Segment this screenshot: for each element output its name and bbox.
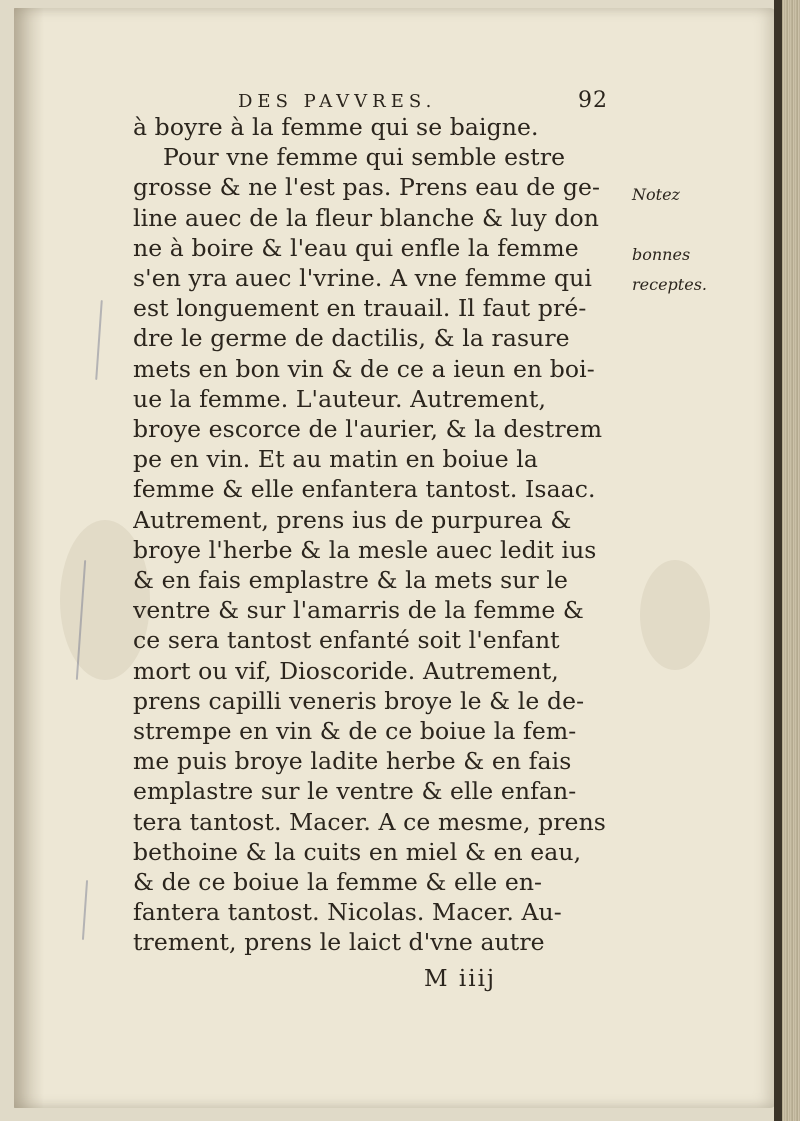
text-line: à boyre à la femme qui se baigne. <box>133 113 539 141</box>
text-line: ue la femme. L'auteur. Autrement, <box>133 384 547 413</box>
text-line: & en fais emplastre & la mets sur le <box>133 566 568 595</box>
text-line: femme & elle enfantera tantost. Isaac. <box>133 475 596 504</box>
running-header <box>238 88 608 113</box>
text-line: prens capilli veneris broye le & le de- <box>133 686 585 715</box>
text-line: bethoine & la cuits en miel & en eau, <box>133 837 582 866</box>
text-line: Autrement, prens ius de purpurea & <box>133 505 572 534</box>
text-line: mets en bon vin & de ce a ieun en boi- <box>133 354 595 383</box>
text-line: ce sera tantost enfanté soit l'enfant <box>133 626 560 655</box>
text-line: s'en yra auec l'vrine. A vne femme qui <box>133 264 592 293</box>
text-line: grosse & ne l'est pas. Prens eau de ge- <box>133 173 601 202</box>
margin-note-line: bonnes <box>632 245 691 264</box>
text-line: broye escorce de l'aurier, & la destrem <box>133 415 603 444</box>
page-gutter <box>14 8 44 1108</box>
text-line: fantera tantost. Nicolas. Macer. Au- <box>133 898 562 927</box>
text-line: ne à boire & l'eau qui enfle la femme <box>133 233 579 262</box>
text-line: me puis broye ladite herbe & en fais <box>133 747 572 776</box>
paper-stain <box>640 560 710 670</box>
text-line: Pour vne femme qui semble estre <box>163 143 566 172</box>
margin-note-line: receptes. <box>632 275 707 294</box>
text-line: trement, prens le laict d'vne autre <box>133 928 545 957</box>
text-line: est longuement en trauail. Il faut pré- <box>133 294 587 323</box>
text-line: pe en vin. Et au matin en boiue la <box>133 445 538 474</box>
signature-mark: M iiij <box>424 966 497 992</box>
margin-note <box>632 180 742 300</box>
text-line: broye l'herbe & la mesle auec ledit ius <box>133 535 597 564</box>
page-number: 92 <box>578 88 608 113</box>
text-line: strempe en vin & de ce boiue la fem- <box>133 717 577 746</box>
text-line: line auec de la fleur blanche & luy don <box>133 203 599 232</box>
text-line: emplastre sur le ventre & elle enfan- <box>133 777 577 806</box>
text-line: tera tantost. Macer. A ce mesme, prens <box>133 807 606 836</box>
text-line: mort ou vif, Dioscoride. Autrement, <box>133 656 559 685</box>
running-head-title: DES PAVVRES. <box>238 91 437 112</box>
text-line: & de ce boiue la femme & elle en- <box>133 868 543 897</box>
margin-note-line: Notez <box>632 185 680 204</box>
text-line: dre le germe de dactilis, & la rasure <box>133 324 570 353</box>
text-line: ventre & sur l'amarris de la femme & <box>133 596 584 625</box>
page-edges <box>774 0 800 1121</box>
body-text <box>133 112 620 958</box>
